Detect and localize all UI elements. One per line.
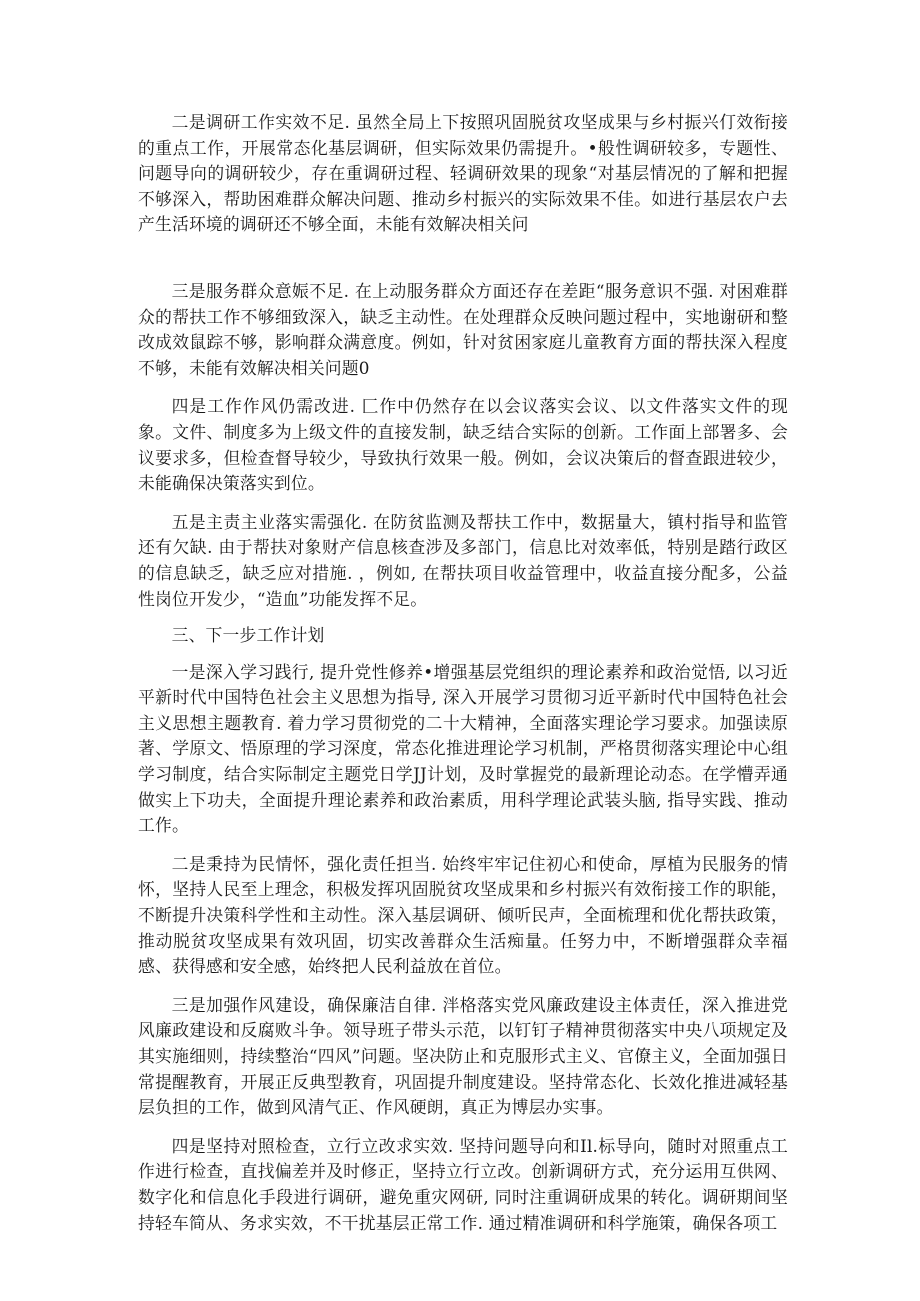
section-heading-next-steps: 三、下一步工作计划 bbox=[171, 625, 325, 646]
paragraph-main-responsibility: 五是主责主业落实需强化. 在防贫监测及帮扶工作中，数据量大，镇村指导和监管还有欠缺. 由于帮扶对象财产信息核查涉及多部门，信息比对效率低，特别是踏行政区的信息缺乏，缺乏应对措施. ，例如, 在帮扶项目收益管理中，收益直接分配多，公益性岗位开发少，“造血”功能发挥不足。 bbox=[138, 511, 788, 609]
paragraph-work-style: 四是工作作风仍需改进. 匚作中仍然存在以会议落实会议、以文件落实文件的现象。文件、制度多为上级文件的直接发制，缺乏结合实际的创新。工作面上部署多、会议要求多，但检查督导较少，导致执行效果一般。例如，会议决策后的督查跟进较少，未能确保决策落实到位。 bbox=[138, 396, 788, 494]
paragraph-plan-inspection: 四是坚持对照检查，立行立改求实效. 坚持问题导向和Il.标导向，随时对照重点工作进行检查，直找偏差并及时修正，坚持立行立改。创新调研方式，充分运用互供网、数字化和信息化手段进行调研，避免重灾网研, 同时注重调研成果的转化。调研期间坚持轻车简从、务求实效，不干扰基层正常工作. 通过精准调研和科学施策，确保各项工 bbox=[138, 1135, 788, 1233]
document-body bbox=[138, 110, 788, 1236]
paragraph-service-awareness: 三是服务群众意娠不足. 在上动服务群众方面还存在差距“服务意识不强. 对困难群众的帮扶工作不够细致深入，缺乏主动性。在处理群众反映问题过程中，实地谢研和整改成效鼠踪不够，影响群众满意度。例如，针对贫困家庭儿童教育方面的帮扶深入程度不够，未能有效解决相关问题0 bbox=[138, 280, 788, 378]
paragraph-plan-study: 一是深入学习践行, 提升党性修养•增强基层党组织的理论素养和政治觉悟, 以习近平新时代中国特色社会主义思想为指导, 深入开展学习贯彻习近平新时代中国特色社会主义思想主题教育. 着力学习贯彻党的二十大精神，全面落实理论学习要求。加强读原著、学原文、悟原理的学习深度，常态化推进理论学习机制，严格贯彻落实理论中心组学习制度，结合实际制定主题党日学JJ计划，及时掌握党的最新理论动态。在学懵弄通做实上下功夫，全面提升理论素养和政治素质，用科学理论武装头脑, 指导实践、推动工作。 bbox=[138, 661, 788, 836]
paragraph-research-effectiveness: 二是调研工作实效不足. 虽然全局上下按照巩固脱贫攻坚成果与乡村振兴仃效衔接的重点工作，开展常态化基层调研，但实际效果仍需提升。•般性调研较多，专题性、问题导向的调研较少，存在重调研过程、轻调研效果的现象“对基层情况的了解和把握不够深入，帮助困难群众解决问题、推动乡村振兴的实际效果不佳。如进行基层农户去产生活环境的调研还不够全面，未能有效解决相关问 bbox=[138, 112, 788, 235]
paragraph-plan-integrity: 三是加强作风建设，确保廉洁自律. 泮格落实党风廉政建设主体责任，深入推进党风廉政建设和反腐败斗争。领导班子带头示范，以钉钉子精神贯彻落实中央八项规定及其实施细则，持续整治“四风”问题。坚决防止和克服形式主义、官僚主义，全面加强日常提醒教育，开展正反典型教育，巩固提升制度建设。坚持常态化、长效化推进减轻基层负担的工作，做到风清气正、作风硬朗，真正为博层办实事。 bbox=[138, 994, 788, 1118]
paragraph-plan-people: 二是秉持为民情怀，强化责任担当. 始终牢牢记住初心和使命，厚植为民服务的情怀，坚持人民至上理念，积极发挥巩固脱贫攻坚成果和乡村振兴有效衔接工作的职能，不断提升决策科学性和主动性。深入基层调研、倾听民声，全面梳理和优化帮扶政策，推动脱贫攻坚成果有效巩固，切实改善群众生活痴量。任努力中，不断增强群众幸福感、获得感和安全感，始终把人民利益放在首位。 bbox=[138, 853, 788, 977]
